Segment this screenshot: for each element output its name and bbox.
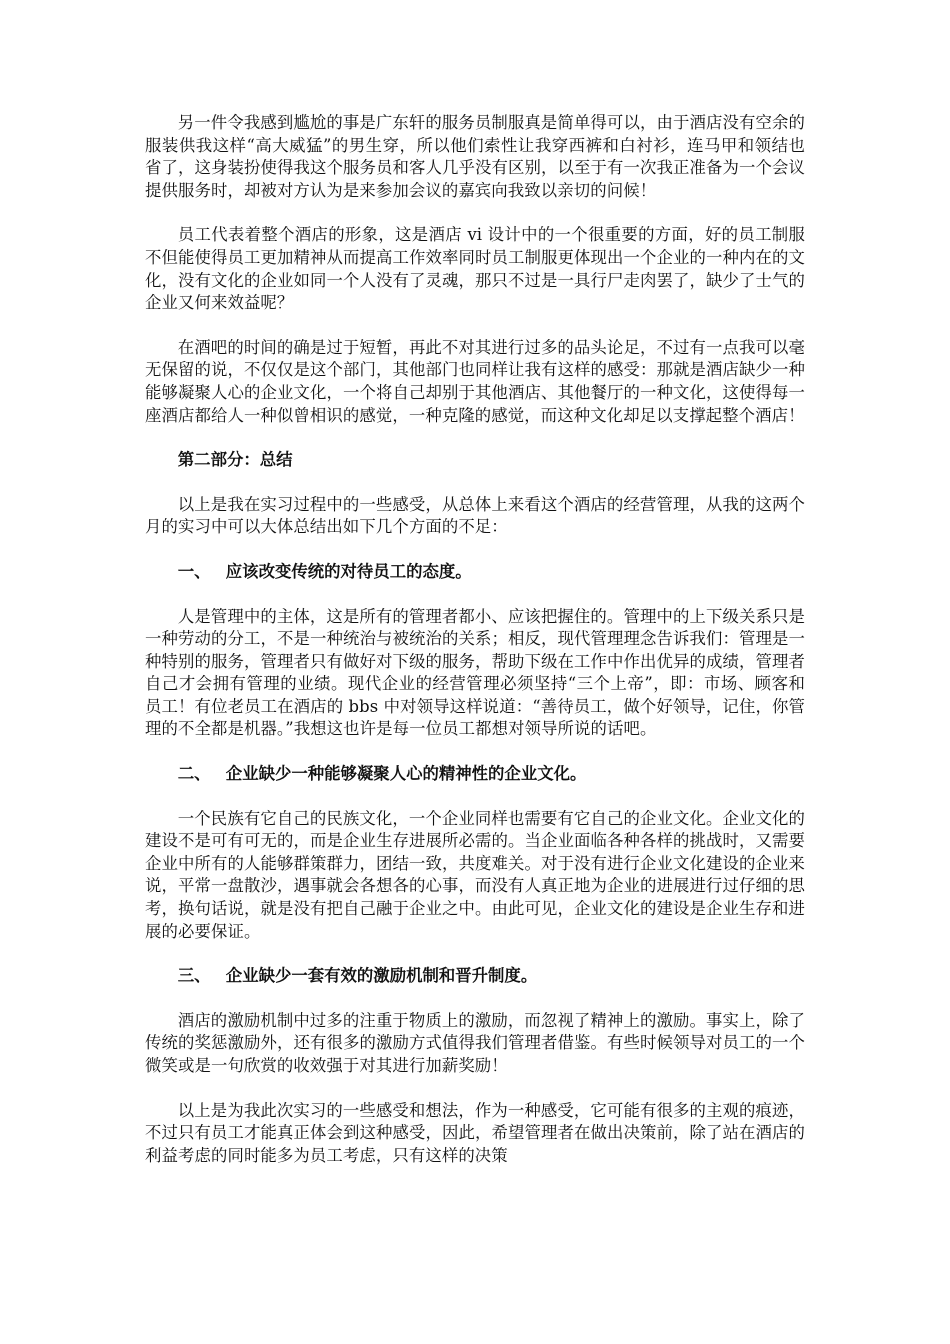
- paragraph-uniform-embarrassment: 另一件令我感到尴尬的事是广东轩的服务员制服真是简单得可以，由于酒店没有空余的服装供我这样“高大威猛”的男生穿，所以他们索性让我穿西裤和白衬衫，连马甲和领结也省了，这身装扮使得我这个服务员和客人几乎没有区别，以至于有一次我正准备为一个会议提供服务时，却被对方认为是来参加会议的嘉宾向我致以亲切的问候！: [145, 113, 805, 200]
- paragraph-incentive: 酒店的激励机制中过多的注重于物质上的激励，而忽视了精神上的激励。事实上，除了传统的奖惩激励外，还有很多的激励方式值得我们管理者借鉴。有些时候领导对员工的一个微笑或是一句欣赏的收效强于对其进行加薪奖励！: [145, 1010, 805, 1075]
- subheading-3-number: 三、: [177, 966, 211, 986]
- document-page: [145, 112, 805, 1167]
- paragraph-closing: 以上是为我此次实习的一些感受和想法，作为一种感受，它可能有很多的主观的痕迹，不过只有员工才能真正体会到这种感受，因此，希望管理者在做出决策前，除了站在酒店的利益考虑的同时能多为员工考虑，只有这样的决策: [145, 1100, 805, 1165]
- subheading-2: [145, 763, 805, 786]
- subheading-3: [145, 965, 805, 988]
- subheading-2-text: 企业缺少一种能够凝聚人心的精神性的企业文化。: [225, 764, 587, 784]
- subheading-1-text: 应该改变传统的对待员工的态度。: [225, 561, 472, 581]
- paragraph-staff-image: 员工代表着整个酒店的形象，这是酒店 vi 设计中的一个很重要的方面，好的员工制服不但能使得员工更加精神从而提高工作效率同时员工制服更体现出一个企业的一种内在的文化，没有文化的企业如同一个人没有了灵魂，那只不过是一具行尸走肉罢了，缺少了士气的企业又何来效益呢？: [145, 225, 805, 313]
- subheading-2-number: 二、: [177, 764, 211, 784]
- section-heading-summary: 第二部分：总结: [177, 450, 293, 470]
- subheading-1: [145, 561, 805, 584]
- paragraph-corporate-culture: 一个民族有它自己的民族文化，一个企业同样也需要有它自己的企业文化。企业文化的建设不是可有可无的，而是企业生存进展所必需的。当企业面临各种各样的挑战时，又需要企业中所有的人能够群策群力，团结一致，共度难关。对于没有进行企业文化建设的企业来说，平常一盘散沙，遇事就会各想各的心事，而没有人真正地为企业的进展进行过仔细的思考，换句话说，就是没有把自己融于企业之中。由此可见，企业文化的建设是企业生存和进展的必要保证。: [145, 808, 805, 941]
- paragraph-summary-intro: 以上是我在实习过程中的一些感受，从总体上来看这个酒店的经营管理，从我的这两个月的实习中可以大体总结出如下几个方面的不足：: [145, 494, 805, 537]
- subheading-3-text: 企业缺少一套有效的激励机制和晋升制度。: [225, 966, 538, 986]
- paragraph-bar-experience: 在酒吧的时间的确是过于短暂，再此不对其进行过多的品头论足，不过有一点我可以毫无保留的说，不仅仅是这个部门，其他部门也同样让我有这样的感受：那就是酒店缺少一种能够凝聚人心的企业文化，一个将自己却别于其他酒店、其他餐厅的一种文化，这使得每一座酒店都给人一种似曾相识的感觉，一种克隆的感觉，而这种文化却足以支撑起整个酒店！: [145, 337, 805, 425]
- subheading-1-number: 一、: [177, 561, 211, 581]
- paragraph-management-subject: 人是管理中的主体，这是所有的管理者都小、应该把握住的。管理中的上下级关系只是一种劳动的分工，不是一种统治与被统治的关系；相反，现代管理理念告诉我们：管理是一种特别的服务，管理者只有做好对下级的服务，帮助下级在工作中作出优异的成绩，管理者自己才会拥有管理的业绩。现代企业的经营管理必须坚持“三个上帝”，即：市场、顾客和员工！有位老员工在酒店的 bbs 中对领导这样说道：“善待员工，做个好领导，记住，你管理的不全都是机器。”我想这也许是每一位员工都想对领导所说的话吧。: [145, 606, 805, 739]
